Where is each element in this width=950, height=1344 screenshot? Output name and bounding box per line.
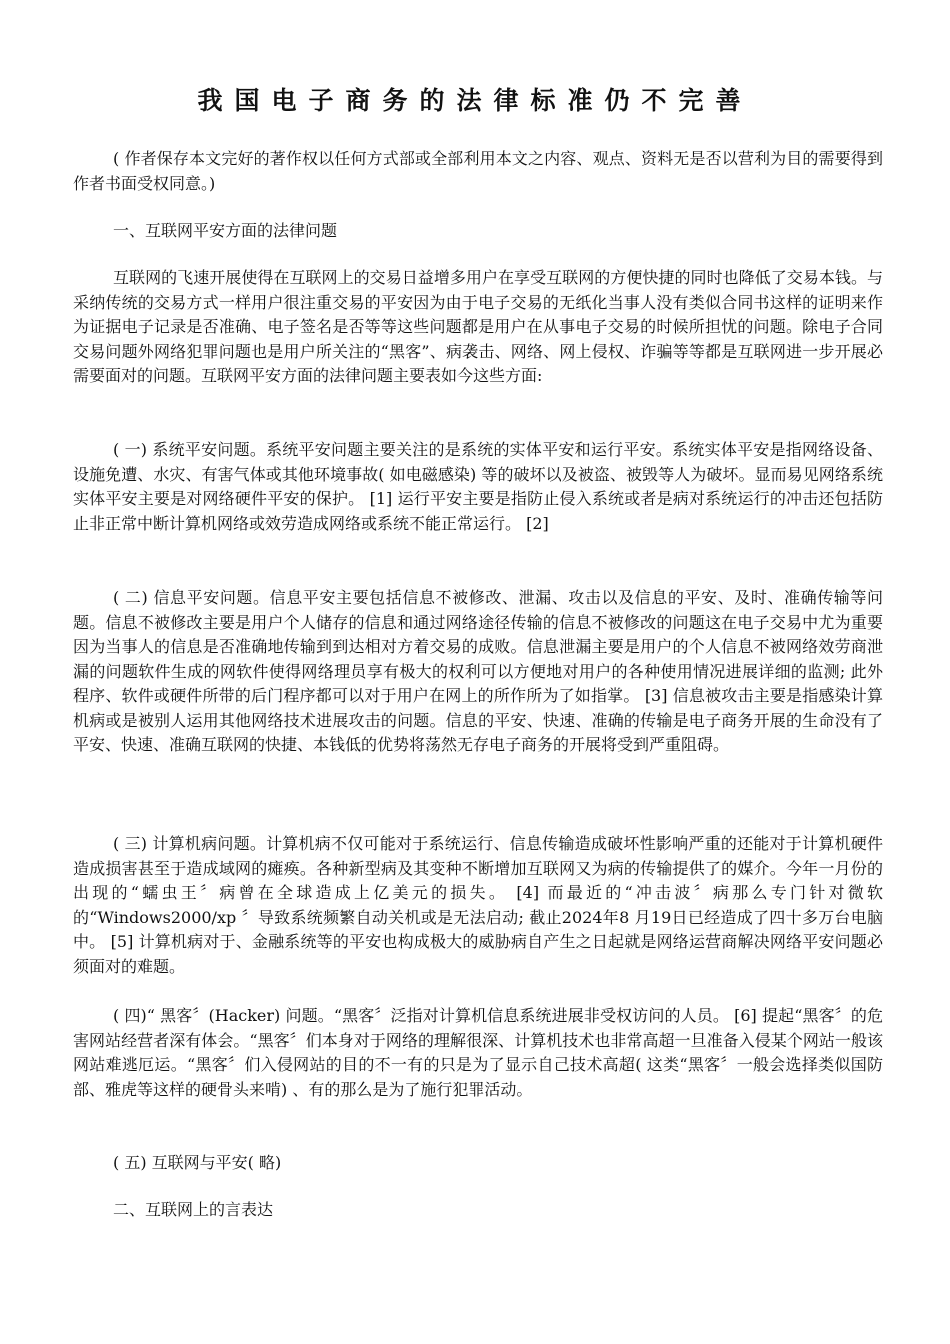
item-internet-security: ( 五) 互联网与平安( 略) bbox=[113, 1153, 282, 1172]
item-hacker: ( 四)“ 黑客〞(Hacker) 问题。“黑客〞泛指对计算机信息系统进展非受权访问的人员。 [6] 提起“黑客〞的危害网站经营者深有体会。“黑客〞们本身对于网络的理解很深、计算机技术也非常高超一旦准备入侵某个网站一般该网站难逃厄运。“黑客〞们入侵网站的目的不一有的只是为了显示自己技术高超( 这类“黑客〞一般会选择类似国防部、雅虎等这样的硬骨头来啃) 、有的那么是为了施行犯罪活动。 bbox=[73, 1006, 883, 1099]
item-system-security: ( 一) 系统平安问题。系统平安问题主要关注的是系统的实体平安和运行平安。系统实体平安是指网络设备、设施免遭、水灾、有害气体或其他环境事故( 如电磁感染) 等的破坏以及被盗、被毁等人为破坏。显而易见网络系统实体平安主要是对网络硬件平安的保护。 [1] 运行平安主要是指防止侵入系统或者是病对系统运行的冲击还包括防止非正常中断计算机网络或效劳造成网络或系统不能正常运行。 [2] bbox=[73, 440, 883, 533]
item-information-security: ( 二) 信息平安问题。信息平安主要包括信息不被修改、泄漏、攻击以及信息的平安、及时、准确传输等问题。信息不被修改主要是用户个人储存的信息和通过网络途径传输的信息不被修改的问题这在电子交易中尤为重要因为当事人的信息是否准确地传输到到达相对方着交易的成败。信息泄漏主要是用户的个人信息不被网络效劳商泄漏的问题软件生成的网软件使得网络理员享有极大的权利可以方便地对用户的各种使用情况进展详细的监测; 此外程序、软件或硬件所带的后门程序都可以对于用户在网上的所作所为了如指掌。 [3] 信息被攻击主要是指感染计算机病或是被别人运用其他网络技术进展攻击的问题。信息的平安、快速、准确的传输是电子商务开展的生命没有了平安、快速、准确互联网的快捷、本钱低的优势将荡然无存电子商务的开展将受到严重阻碍。 bbox=[73, 588, 883, 754]
intro-paragraph: 互联网的飞速开展使得在互联网上的交易日益增多用户在享受互联网的方便快捷的同时也降低了交易本钱。与采纳传统的交易方式一样用户很注重交易的平安因为由于电子交易的无纸化当事人没有类似合同书这样的证明来作为证据电子记录是否准确、电子签名是否等等这些问题都是用户在从事电子交易的时候所担忧的问题。除电子合同交易问题外网络犯罪问题也是用户所关注的“黑客”、病袭击、网络、网上侵权、诈骗等等都是互联网进一步开展必需要面对的问题。互联网平安方面的法律问题主要表如今这些方面: bbox=[73, 268, 883, 385]
document-title: 我国电子商务的法律标准仍不完善 bbox=[197, 86, 753, 115]
section-heading-2: 二、互联网上的言表达 bbox=[113, 1200, 274, 1219]
item-computer-virus: ( 三) 计算机病问题。计算机病不仅可能对于系统运行、信息传输造成破坏性影响严重的还能对于计算机硬件造成损害甚至于造成域网的瘫痪。各种新型病及其变种不断增加互联网又为病的传输提供了的媒介。今年一月份的出现的“蠕虫王〞病曾在全球造成上亿美元的损失。 [4] 而最近的“冲击波〞病那么专门针对微软的“Windows2000/xp 〞导致系统频繁自动关机或是无法启动; 截止2024年8 月19日已经造成了四十多万台电脑中。 [5] 计算机病对于、金融系统等的平安也构成极大的威胁病自产生之日起就是网络运营商解决网络平安问题必须面对的难题。 bbox=[73, 834, 883, 976]
copyright-notice: ( 作者保存本文完好的著作权以任何方式部或全部利用本文之内容、观点、资料无是否以营利为目的需要得到作者书面受权同意。) bbox=[73, 149, 883, 193]
section-heading-1: 一、互联网平安方面的法律问题 bbox=[113, 221, 338, 240]
